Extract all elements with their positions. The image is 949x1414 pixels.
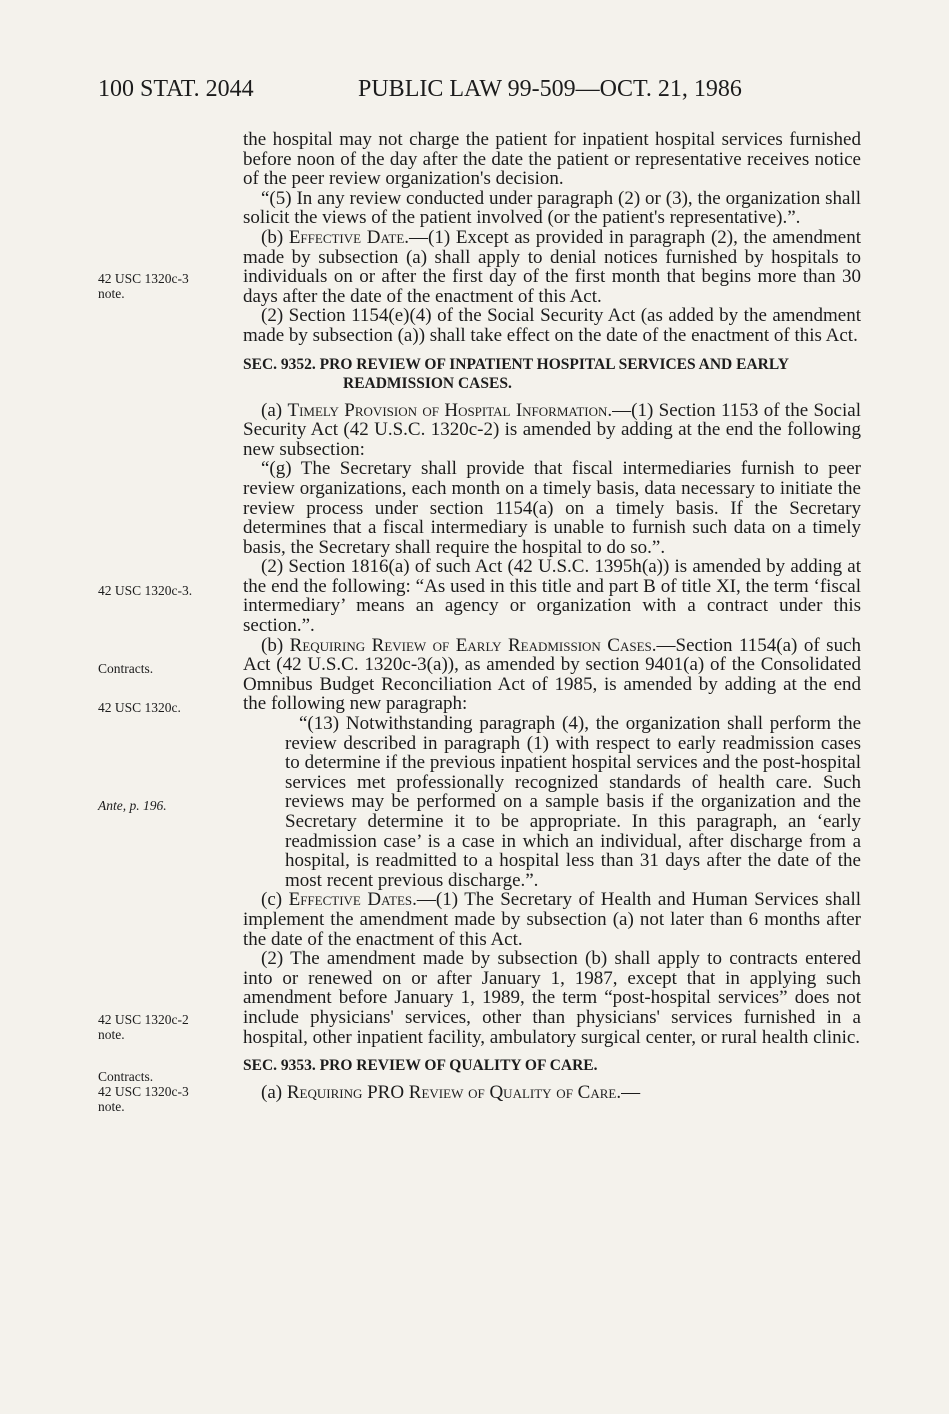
paragraph: (2) Section 1816(a) of such Act (42 U.S.C. 1395h(a)) is amended by adding at the end the following: “As used in this title and part B of title XI, the term ‘fiscal intermediary’ means an agency or organization with a contract under this section.”. (243, 556, 861, 637)
paragraph: (2) The amendment made by subsection (b) shall apply to contracts entered into or renewed on or after January 1, 1987, except that in applying such amendment before January 1, 1989, the term “post-hospital services” does not include physicians' services, other than physicians' services furnished in a hospital, other inpatient facility, ambulatory surgical center, or rural health clinic. (243, 948, 861, 1048)
paragraph: “(5) In any review conducted under paragraph (2) or (3), the organization shall solicit the views of the patient involved (or the patient's representative).”. (243, 187, 861, 229)
margin-note-usc-1320c-2-note: 42 USC 1320c-2 note. (98, 1012, 189, 1042)
paragraph: (b) Requiring Review of Early Readmission Cases.—Section 1154(a) of such Act (42 U.S.C. 1320c-3(a)), as amended by section 9401(a) of the Consolidated Omnibus Budget Reconciliation Act of 1985, is amended by adding at the end the following new paragraph: (243, 634, 862, 715)
margin-note-usc-1320c-3-note: 42 USC 1320c-3 note. (98, 271, 189, 301)
paragraph: (a) Timely Provision of Hospital Information.—(1) Section 1153 of the Social Security Act (42 U.S.C. 1320c-2) is amended by adding at the end the following new subsection: (243, 399, 861, 460)
quoted-paragraph: “(13) Notwithstanding paragraph (4), the organization shall perform the review described in paragraph (1) with respect to early readmission cases to determine if the previous inpatient hospital services and the post-hospital services met professionally recognized standards of health care. Such reviews may be performed on a sample basis if the organization and the Secretary determine it to be appropriate. In this paragraph, an ‘early readmission case’ is a case in which an individual, after discharge from a hospital, is readmitted to a hospital less than 31 days after the date of the most recent previous discharge.”. (285, 713, 861, 891)
paragraph-caption: Effective Date. (288, 226, 410, 248)
law-title: PUBLIC LAW 99-509—OCT. 21, 1986 (358, 76, 742, 102)
paragraph-caption: Effective Dates. (288, 889, 417, 911)
margin-note-usc-1320c: 42 USC 1320c. (98, 700, 181, 715)
paragraph-caption: Requiring Review of Early Readmission Cases. (289, 634, 657, 656)
stat-reference: 100 STAT. 2044 (98, 76, 254, 102)
margin-note-ante: Ante, p. 196. (98, 798, 167, 813)
margin-note-contracts: Contracts. (98, 661, 154, 676)
paragraph: (a) Requiring PRO Review of Quality of Care.— (261, 1082, 641, 1104)
paragraph: “(g) The Secretary shall provide that fiscal intermediaries furnish to peer review organizations, each month on a timely basis, data necessary to initiate the review process under section 1154(a) on a timely basis. If the Secretary determines that a fiscal intermediary is unable to furnish such data on a timely basis, the Secretary shall require the hospital to do so.”. (243, 458, 861, 558)
paragraph: (b) Effective Date.—(1) Except as provided in paragraph (2), the amendment made by subsection (a) shall apply to denial notices furnished by hospitals to individuals on or after the first day of the first month that begins more than 30 days after the date of the enactment of this Act. (243, 226, 862, 307)
paragraph-caption: Requiring PRO Review of Quality of Care. (286, 1082, 622, 1104)
margin-note-usc-1320c-3: 42 USC 1320c-3. (98, 583, 193, 598)
paragraph: the hospital may not charge the patient for inpatient hospital services furnished before noon of the day after the date the patient or representative receives notice of the peer review organization's decision. (243, 129, 861, 190)
section-heading: SEC. 9353. PRO REVIEW OF QUALITY OF CARE. (243, 1057, 598, 1075)
page-header (0, 76, 949, 116)
statute-text (243, 130, 861, 1103)
paragraph: (c) Effective Dates.—(1) The Secretary of Health and Human Services shall implement the amendment made by subsection (a) not later than 6 months after the date of the enactment of this Act. (243, 889, 862, 950)
section-heading: SEC. 9352. PRO REVIEW OF INPATIENT HOSPITAL SERVICES AND EARLY READMISSION CASES. (243, 355, 789, 392)
paragraph: (2) Section 1154(e)(4) of the Social Security Act (as added by the amendment made by subsection (a)) shall take effect on the date of the enactment of this Act. (243, 305, 861, 346)
paragraph-caption: Timely Provision of Hospital Information. (287, 399, 613, 421)
margin-note-contracts-usc-1320c-3-note: Contracts. 42 USC 1320c-3 note. (98, 1069, 189, 1114)
